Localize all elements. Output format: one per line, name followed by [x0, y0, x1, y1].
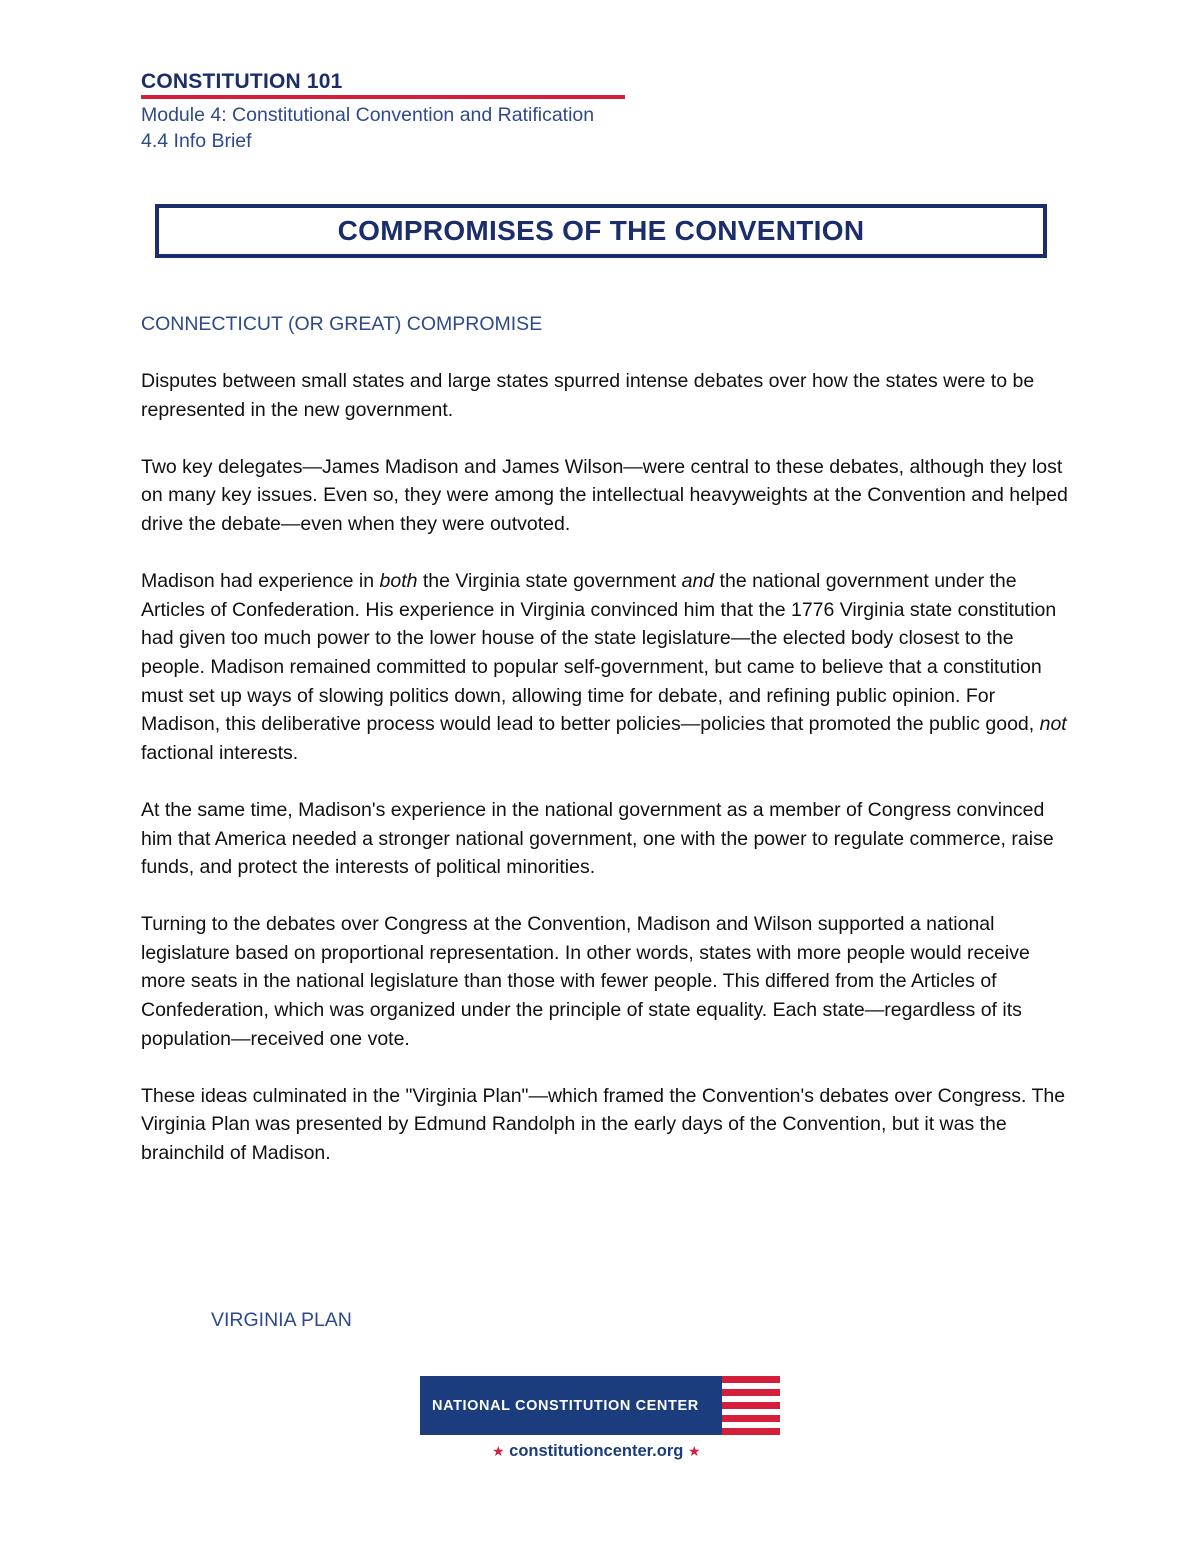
ncc-logo: [420, 1376, 780, 1476]
star-icon: ★: [687, 1443, 701, 1459]
title-box: [155, 204, 1047, 258]
stripe-4: [722, 1415, 780, 1422]
module-subtitle: Module 4: Constitutional Convention and Ratification: [141, 104, 595, 126]
stripe-2: [722, 1389, 780, 1396]
stripe-5: [722, 1428, 780, 1435]
emphasis-both: both: [379, 570, 418, 593]
logo-url-line: [492, 1442, 701, 1461]
stripe-1: [722, 1376, 780, 1383]
paragraph-3-part-e: the national government under the Articles of Confederation. His experience in Virginia convinced him that the 1776 Virginia state constitution had given too much power to the lower house of the state legislature—the elected body closest to the people. Madison remained committed to popular self-government, but came to believe that a constitution must set up ways of slowing politics down, allowing time for debate, and refining public opinion. For Madison, this deliberative process would lead to better policies—policies that promoted the public good,: [141, 570, 1057, 736]
section-heading-virginia-plan: VIRGINIA PLAN: [211, 1309, 352, 1331]
emphasis-not: not: [1039, 713, 1067, 736]
emphasis-and: and: [681, 570, 715, 593]
paragraph-3-part-a: Madison had experience in: [141, 570, 380, 593]
body-text: [141, 367, 1071, 1196]
stripe-3: [722, 1402, 780, 1409]
flag-stripes-icon: [722, 1376, 780, 1435]
paragraph-1: Disputes between small states and large states spurred intense debates over how the states were to be represented in the new government.: [141, 370, 1035, 421]
paragraph-3-part-g: factional interests.: [141, 741, 299, 764]
paragraph-3: [141, 567, 1071, 767]
paragraph-2: Two key delegates—James Madison and James Wilson—were central to these debates, although they lost on many key issues. Even so, they were among the intellectual heavyweights at the Convention and helped drive the debate—even when they were outvoted.: [141, 455, 1068, 535]
section-heading-connecticut: CONNECTICUT (OR GREAT) COMPROMISE: [141, 313, 543, 335]
page-title: COMPROMISES OF THE CONVENTION: [337, 215, 865, 246]
logo-banner: [420, 1376, 722, 1435]
paragraph-6: These ideas culminated in the "Virginia Plan"—which framed the Convention's debates over Congress. The Virginia Plan was presented by Edmund Randolph in the early days of the Convention, but it was the brainchild of Madison.: [141, 1084, 1066, 1165]
paragraph-4: At the same time, Madison's experience in the national government as a member of Congress convinced him that America needed a stronger national government, one with the power to regulate commerce, raise funds, and protect the interests of political minorities.: [141, 798, 1054, 879]
paragraph-5: Turning to the debates over Congress at the Convention, Madison and Wilson supported a national legislature based on proportional representation. In other words, states with more people would receive more seats in the national legislature than those with fewer people. This differed from the Articles of Confederation, which was organized under the principle of state equality. Each state—regardless of its population—received one vote.: [141, 913, 1030, 1050]
header-title: CONSTITUTION 101: [141, 70, 343, 93]
paragraph-3-part-c: the Virginia state government: [417, 570, 682, 593]
logo-name: NATIONAL CONSTITUTION CENTER: [432, 1397, 699, 1414]
star-icon: ★: [492, 1443, 505, 1459]
website-link[interactable]: constitutioncenter.org: [509, 1442, 684, 1460]
brief-label: 4.4 Info Brief: [141, 130, 252, 152]
header-rule: [141, 95, 625, 99]
